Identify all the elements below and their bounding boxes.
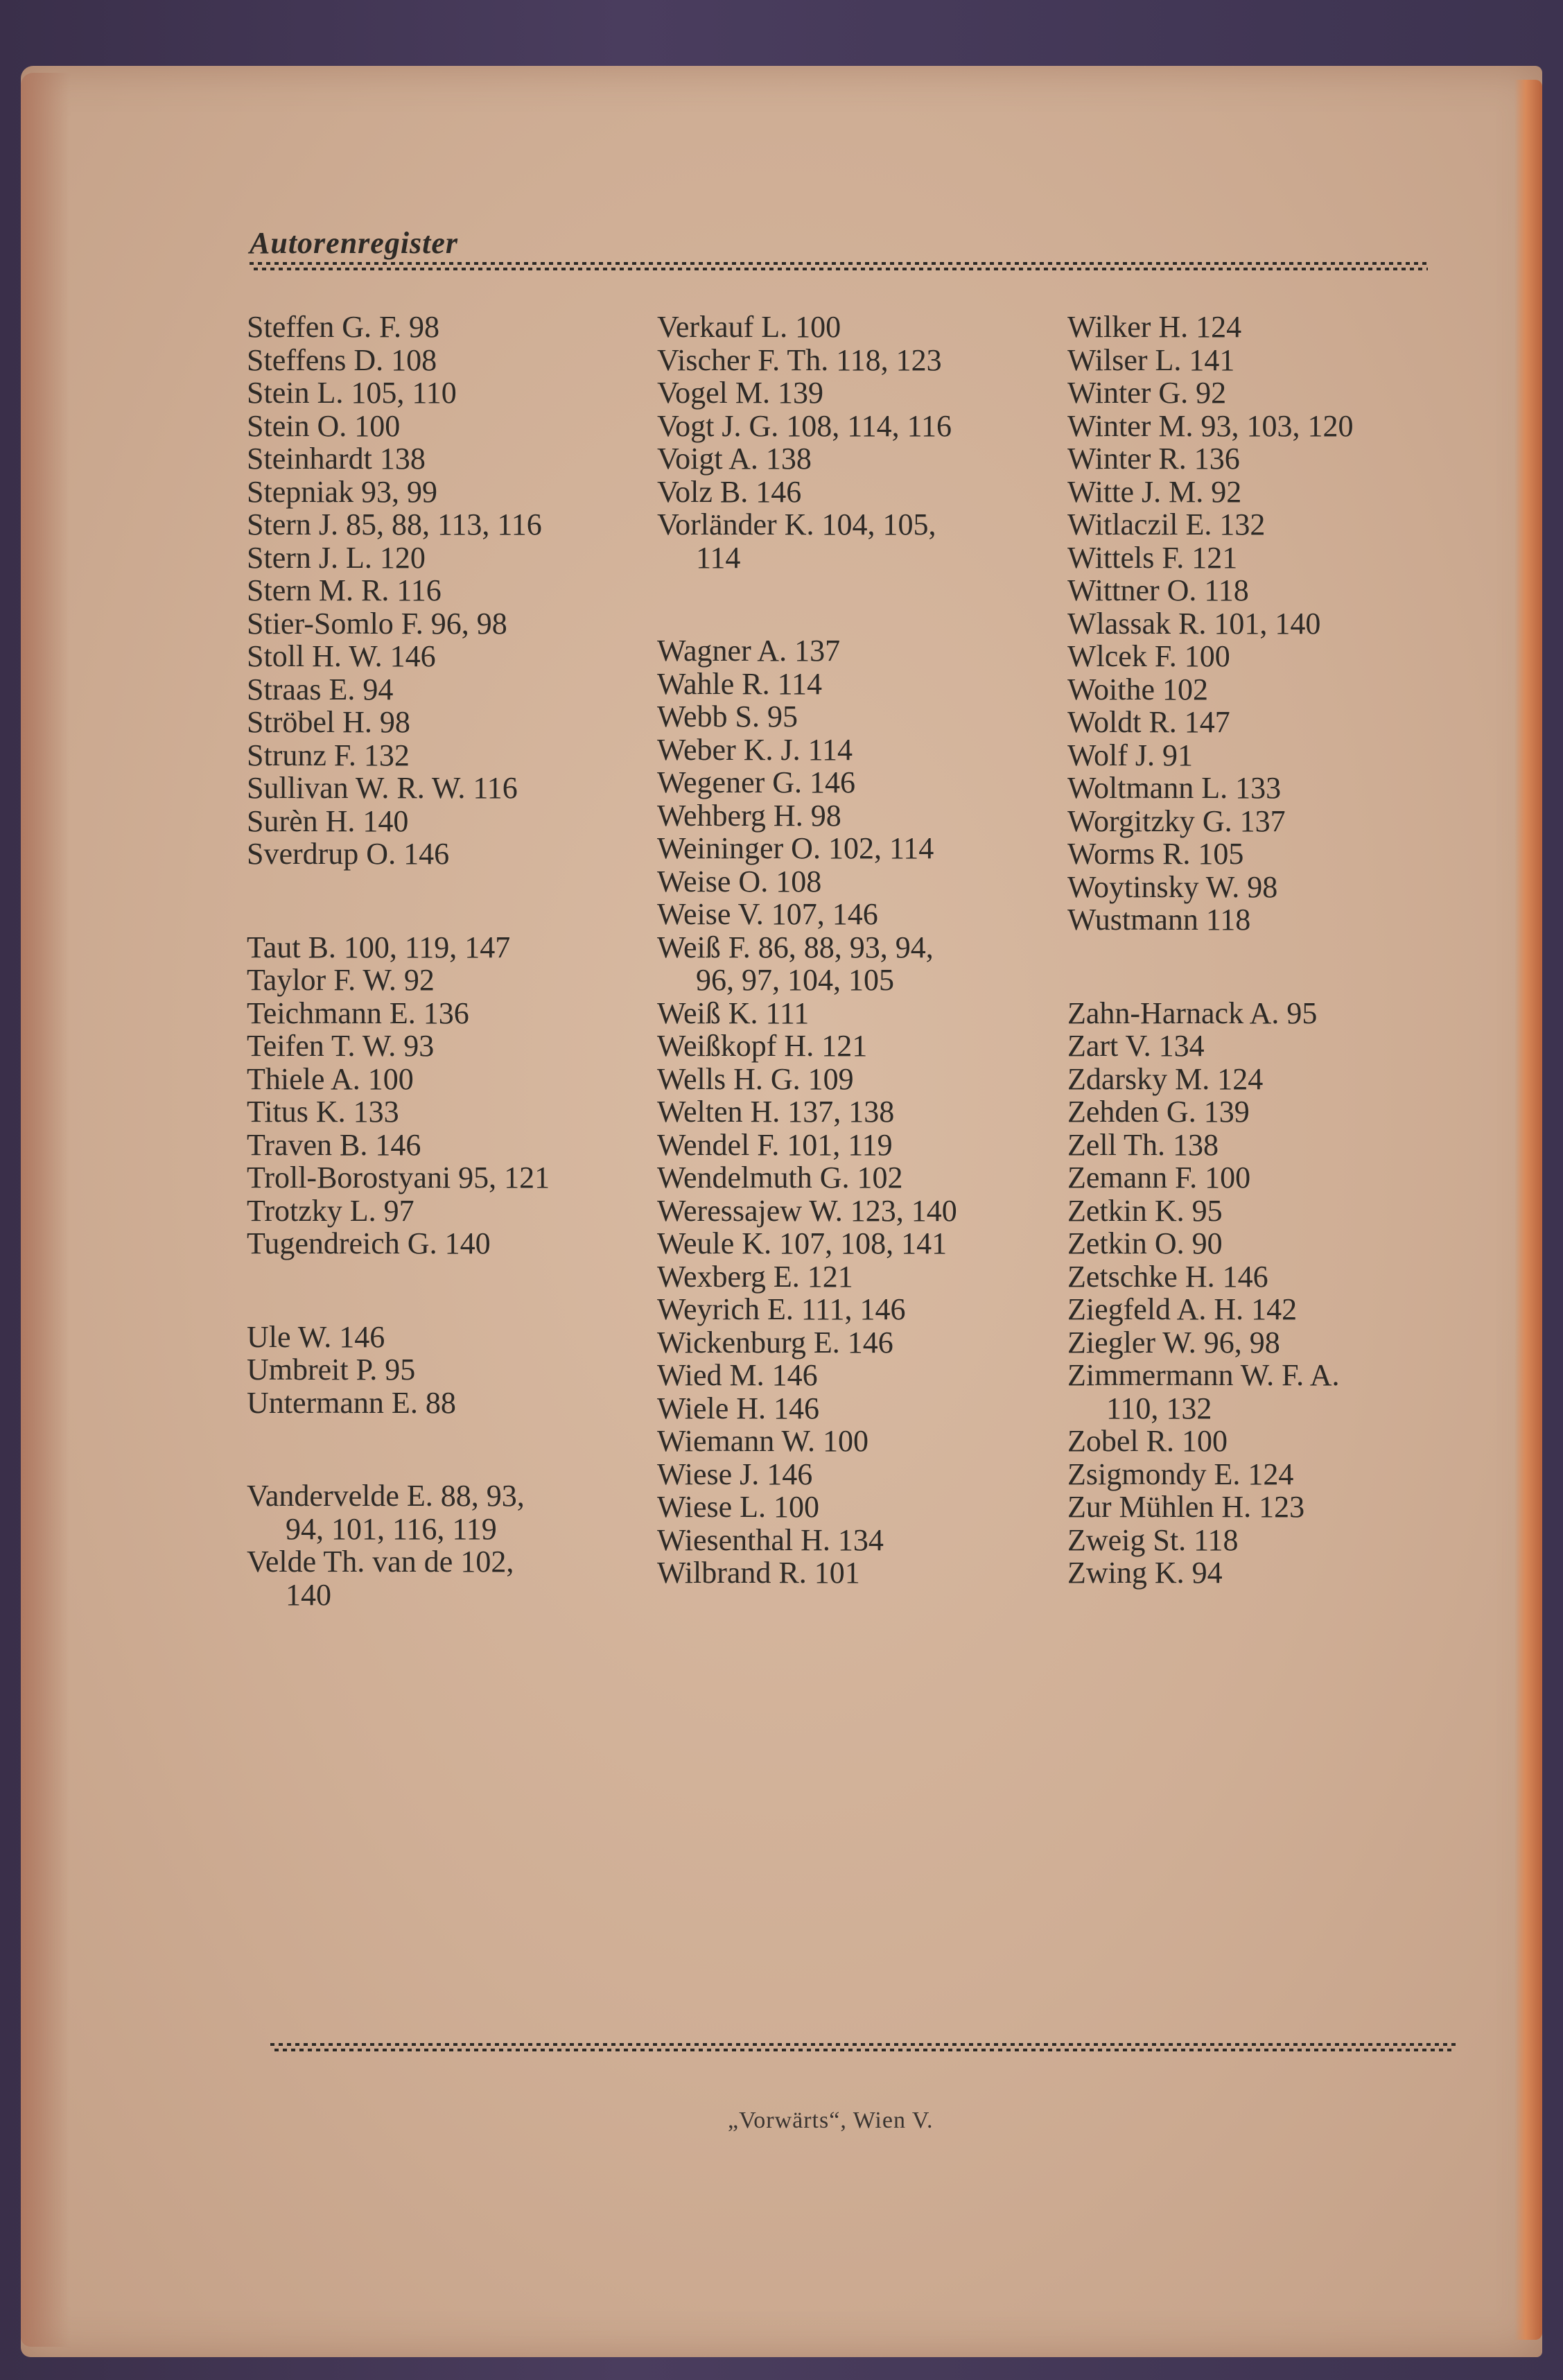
index-entry: Ziegfeld A. H. 142	[1067, 1292, 1298, 1326]
index-entry: Winter G. 92	[1067, 376, 1227, 410]
index-entry: Wittels F. 121	[1067, 540, 1238, 575]
index-entry: Witlaczil E. 132	[1067, 507, 1266, 541]
index-entry: Wolf J. 91	[1067, 738, 1194, 772]
index-entry: Witte J. M. 92	[1067, 474, 1242, 509]
index-entry: Woldt R. 147	[1067, 705, 1230, 739]
index-entry: Zweig St. 118	[1067, 1522, 1239, 1557]
index-entry: Wehberg H. 98	[657, 798, 841, 833]
page-title: Autorenregister	[250, 226, 459, 260]
index-entry: Weißkopf H. 121	[657, 1029, 868, 1063]
index-entry: Wlcek F. 100	[1067, 639, 1230, 673]
index-entry: Tugendreich G. 140	[247, 1226, 491, 1260]
index-entry: Traven B. 146	[247, 1127, 421, 1162]
index-entry: Worgitzky G. 137	[1067, 804, 1286, 838]
index-entry: Wiemann W. 100	[657, 1424, 868, 1458]
index-entry: Wustmann 118	[1067, 903, 1251, 937]
index-entry: Thiele A. 100	[247, 1061, 414, 1096]
index-entry: Wexberg E. 121	[657, 1259, 853, 1294]
index-entry: Zur Mühlen H. 123	[1067, 1490, 1305, 1524]
index-entry: Wied M. 146	[657, 1358, 818, 1392]
index-entry: Surèn H. 140	[247, 804, 409, 838]
index-entry: Weiß F. 86, 88, 93, 94,	[657, 930, 934, 964]
index-entry: Woytinsky W. 98	[1067, 869, 1278, 904]
section-gap	[247, 1260, 635, 1321]
index-entry: Weininger O. 102, 114	[657, 831, 934, 865]
index-entry: 110, 132	[1106, 1391, 1212, 1425]
index-entry: Steinhardt 138	[247, 442, 426, 476]
index-entry: Wilser L. 141	[1067, 342, 1235, 377]
index-entry: Sverdrup O. 146	[247, 837, 450, 871]
index-entry: Troll-Borostyani 95, 121	[247, 1161, 550, 1195]
index-entry: Wagner A. 137	[657, 634, 841, 668]
index-entry: Zell Th. 138	[1067, 1127, 1219, 1162]
index-entry: Teifen T. W. 93	[247, 1029, 435, 1063]
index-entry: Stier-Somlo F. 96, 98	[247, 606, 507, 641]
index-entry: Weise O. 108	[657, 864, 822, 898]
index-column-2	[657, 311, 1045, 1590]
index-entry: Wilker H. 124	[1067, 310, 1242, 344]
index-entry: Wlassak R. 101, 140	[1067, 606, 1321, 641]
section-gap	[247, 871, 635, 931]
index-entry: Wiese J. 146	[657, 1457, 813, 1491]
index-column-3	[1067, 311, 1456, 1590]
index-entry: Umbreit P. 95	[247, 1353, 416, 1387]
index-entry: Velde Th. van de 102,	[247, 1545, 514, 1579]
publisher-imprint: „Vorwärts“, Wien V.	[728, 2108, 934, 2133]
index-entry: Wickenburg E. 146	[657, 1325, 893, 1360]
index-entry: Zahn-Harnack A. 95	[1067, 996, 1318, 1030]
index-entry: Zehden G. 139	[1067, 1095, 1250, 1129]
index-entry: Wahle R. 114	[657, 666, 823, 701]
section-gap	[1067, 937, 1456, 997]
index-entry: Wendelmuth G. 102	[657, 1161, 903, 1195]
index-entry: Wegener G. 146	[657, 765, 856, 799]
index-entry: Woltmann L. 133	[1067, 771, 1282, 805]
index-entry: Stoll H. W. 146	[247, 639, 436, 673]
index-entry: Wiele H. 146	[657, 1391, 820, 1425]
index-entry: Weyrich E. 111, 146	[657, 1292, 906, 1326]
page-fore-edge	[1514, 80, 1542, 2340]
page-gutter-shadow	[21, 73, 69, 2347]
index-entry: Weiß K. 111	[657, 996, 810, 1030]
index-entry: Steffen G. F. 98	[247, 310, 439, 344]
index-entry: Wiese L. 100	[657, 1490, 820, 1524]
index-column-1	[247, 311, 635, 1611]
index-entry: Stepniak 93, 99	[247, 474, 437, 509]
index-entry: Trotzky L. 97	[247, 1193, 414, 1228]
index-entry: 114	[696, 540, 741, 575]
index-entry: Straas E. 94	[247, 672, 394, 706]
index-entry: Weressajew W. 123, 140	[657, 1193, 957, 1228]
index-entry: 94, 101, 116, 119	[286, 1511, 497, 1546]
index-entry: Zemann F. 100	[1067, 1161, 1251, 1195]
index-entry: Vogel M. 139	[657, 376, 823, 410]
index-entry: Stern J. 85, 88, 113, 116	[247, 507, 542, 541]
index-entry: Stein O. 100	[247, 408, 401, 443]
index-entry: Verkauf L. 100	[657, 310, 841, 344]
index-entry: Titus K. 133	[247, 1095, 399, 1129]
index-entry: Zetkin K. 95	[1067, 1193, 1223, 1228]
section-gap	[657, 574, 1045, 634]
index-entry: 96, 97, 104, 105	[696, 963, 894, 997]
index-entry: Vischer F. Th. 118, 123	[657, 342, 942, 377]
index-entry: Winter R. 136	[1067, 442, 1240, 476]
index-entry: Winter M. 93, 103, 120	[1067, 408, 1354, 443]
index-entry: Zwing K. 94	[1067, 1556, 1223, 1590]
index-entry: Ströbel H. 98	[247, 705, 410, 739]
index-entry: Wilbrand R. 101	[657, 1556, 860, 1590]
index-entry: Zobel R. 100	[1067, 1424, 1228, 1458]
index-entry: Steffens D. 108	[247, 342, 437, 377]
index-entry: Wells H. G. 109	[657, 1061, 854, 1096]
index-entry: Stein L. 105, 110	[247, 376, 457, 410]
index-entry: Welten H. 137, 138	[657, 1095, 895, 1129]
index-entry: Teichmann E. 136	[247, 996, 469, 1030]
index-entry: Stern M. R. 116	[247, 573, 442, 607]
index-entry: Vogt J. G. 108, 114, 116	[657, 408, 952, 443]
index-entry: Weule K. 107, 108, 141	[657, 1226, 948, 1260]
index-entry: Weise V. 107, 146	[657, 897, 878, 931]
footer-rule	[270, 2043, 1456, 2051]
index-entry: Strunz F. 132	[247, 738, 410, 772]
index-entry: Weber K. J. 114	[657, 732, 853, 767]
index-entry: Untermann E. 88	[247, 1385, 456, 1420]
index-entry: Stern J. L. 120	[247, 540, 426, 575]
section-gap	[247, 1419, 635, 1479]
index-entry: Woithe 102	[1067, 672, 1208, 706]
index-entry: Ule W. 146	[247, 1319, 385, 1354]
index-entry: Zetkin O. 90	[1067, 1226, 1223, 1260]
index-entry: Webb S. 95	[657, 700, 798, 733]
index-entry: Worms R. 105	[1067, 837, 1244, 871]
index-entry: Taylor F. W. 92	[247, 963, 435, 997]
header-rule	[250, 262, 1428, 270]
index-entry: Wendel F. 101, 119	[657, 1127, 893, 1162]
index-entry: Vandervelde E. 88, 93,	[247, 1479, 525, 1513]
index-entry: Zsigmondy E. 124	[1067, 1457, 1294, 1491]
index-entry: Zimmermann W. F. A.	[1067, 1358, 1340, 1392]
index-entry: Zart V. 134	[1067, 1029, 1205, 1063]
index-entry: 140	[286, 1577, 331, 1612]
index-entry: Zetschke H. 146	[1067, 1259, 1268, 1294]
index-entry: Voigt A. 138	[657, 442, 812, 476]
index-entry: Taut B. 100, 119, 147	[247, 930, 511, 964]
index-entry: Vorländer K. 104, 105,	[657, 507, 936, 541]
index-entry: Sullivan W. R. W. 116	[247, 771, 518, 805]
index-entry: Zdarsky M. 124	[1067, 1061, 1264, 1096]
index-entry: Ziegler W. 96, 98	[1067, 1325, 1280, 1360]
index-entry: Wiesenthal H. 134	[657, 1522, 884, 1557]
index-entry: Wittner O. 118	[1067, 573, 1249, 607]
index-entry: Volz B. 146	[657, 474, 802, 509]
